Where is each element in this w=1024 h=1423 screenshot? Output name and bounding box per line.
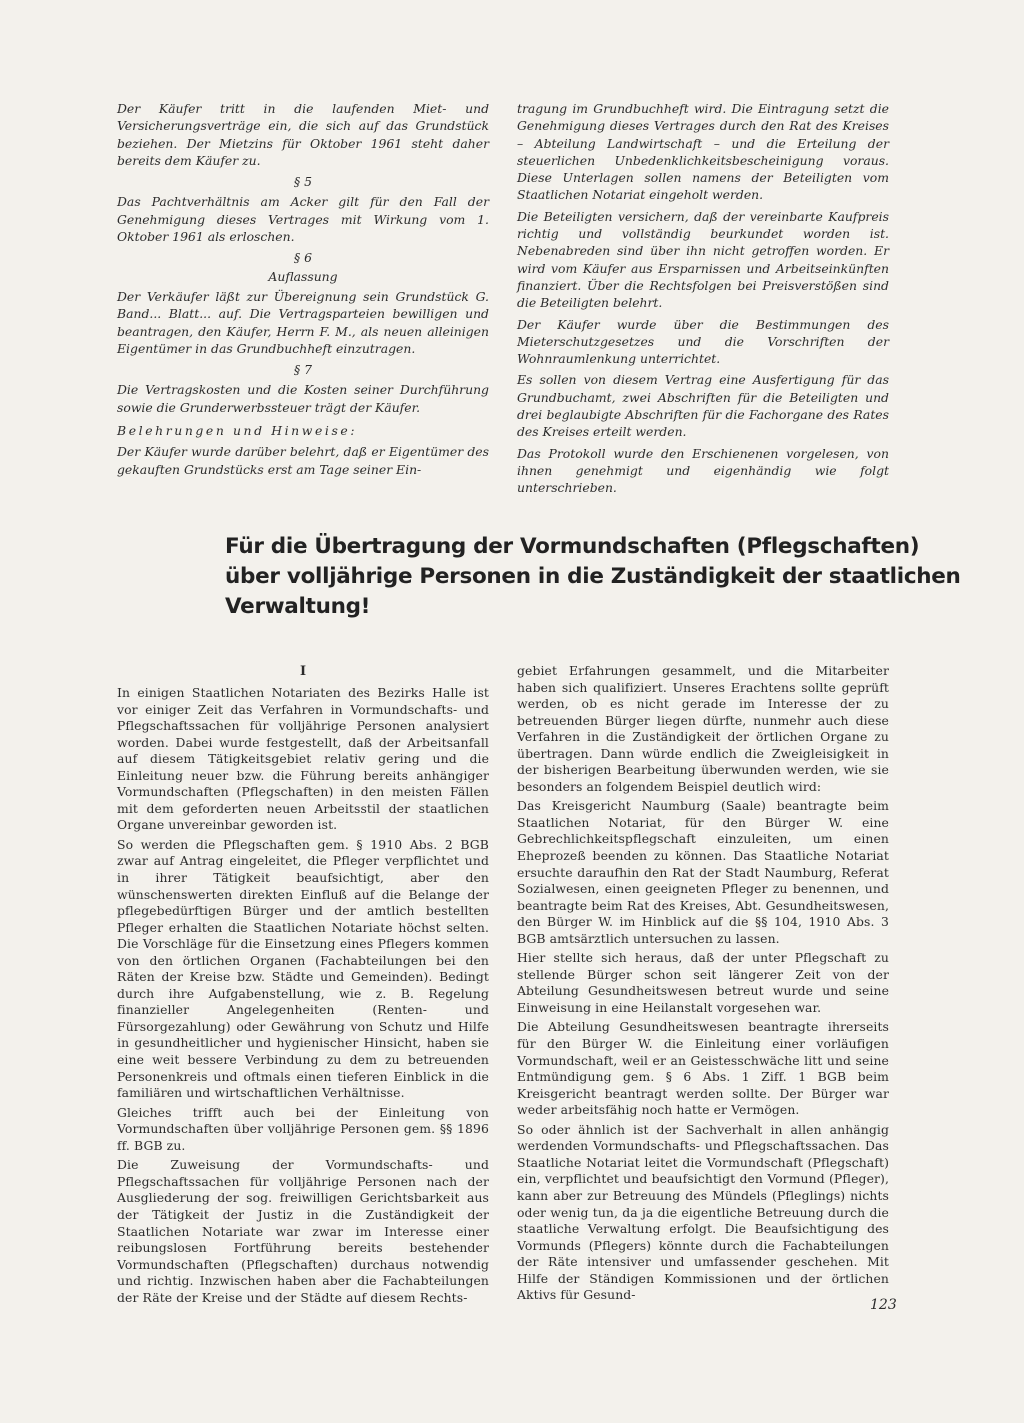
contract-paragraph: Die Beteiligten versichern, daß der vereinbarte Kaufpreis richtig und vollständig beurkundet worden ist. Nebenabreden sind über ihn nicht getroffen worden. Er wird vom Käufer aus Ersparnissen und Arbeitseinkünften finanziert. Über die Rechtsfolgen bei Preisverstößen sind die Beteiligten belehrt.	[517, 208, 889, 311]
contract-paragraph: Das Pachtverhältnis am Acker gilt für den Fall der Genehmigung dieses Vertrages mit Wirkung vom 1. Oktober 1961 als erloschen.	[117, 194, 489, 245]
article-paragraph: So werden die Pflegschaften gem. § 1910 Abs. 2 BGB zwar auf Antrag eingeleitet, die Pfleger verpflichtet und in ihrer Tätigkeit beaufsichtigt, aber den wünschenswerten direkten Einfluß auf die Belange der pflegebedürftigen Bürger und der amtlich bestellten Pfleger erhalten die Staatlichen Notariate höchst selten. Die Vorschläge für die Einsetzung eines Pflegers kommen von den örtlichen Organen (Fachabteilungen bei den Räten der Kreise bzw. Städte und Gemeinden). Bedingt durch ihre Aufgabenstellung, wie z. B. Regelung finanzieller Angelegenheiten (Renten- und Fürsorgezahlung) oder Gewährung von Schutz und Hilfe in gesundheitlicher und hygienischer Hinsicht, haben sie eine weit bessere Verbindung zu dem zu betreuenden Personenkreis und oftmals einen tieferen Einblick in die familiären und wirtschaftlichen Verhältnisse.	[117, 836, 489, 1101]
contract-right-column	[517, 100, 889, 501]
article-paragraph: Die Zuweisung der Vormundschafts- und Pflegschaftssachen für volljährige Personen nach der Ausgliederung der sog. freiwilligen Gerichtsbarkeit aus der Tätigkeit der Justiz in die Zuständigkeit der Staatlichen Notariate war zwar im Interesse einer reibungslosen Fortführung bereits bestehender Vormundschaften (Pflegschaften) durchaus notwendig und richtig. Inzwischen haben aber die Fachabteilungen der Räte der Kreise und der Städte auf diesem Rechts-	[117, 1157, 489, 1305]
article-left-column	[117, 685, 489, 1309]
section-heading: § 5	[293, 174, 313, 190]
page-number: 123	[870, 1297, 897, 1313]
contract-paragraph: Der Käufer wurde über die Bestimmungen des Mieterschutzgesetzes und die Vorschriften der Wohnraumlenkung unterrichtet.	[517, 316, 889, 367]
section-subtitle: Auflassung	[268, 268, 338, 284]
contract-left-column	[117, 100, 489, 482]
contract-paragraph: Der Käufer wurde darüber belehrt, daß er Eigentümer des gekauften Grundstücks erst am Tage seiner Ein-	[117, 444, 489, 477]
article-paragraph: Hier stellte sich heraus, daß der unter Pflegschaft zu stellende Bürger schon seit längerer Zeit von der Abteilung Gesundheitswesen betreut wurde und seine Einweisung in eine Heilanstalt vorgesehen war.	[517, 950, 889, 1015]
article-right-column	[517, 663, 889, 1307]
contract-paragraph: Es sollen von diesem Vertrag eine Ausfertigung für das Grundbuchamt, zwei Abschriften für die Beteiligten und drei beglaubigte Abschriften für die Fachorgane des Rates des Kreises erteilt werden.	[517, 372, 889, 440]
contract-paragraph: tragung im Grundbuchheft wird. Die Eintragung setzt die Genehmigung dieses Vertrages durch den Rat des Kreises – Abteilung Landwirtschaft – und die Erteilung der steuerlichen Unbedenklichkeitsbescheinigung voraus. Diese Unterlagen sollen namens der Beteiligten vom Staatlichen Notariat eingeholt werden.	[517, 101, 889, 203]
article-paragraph: In einigen Staatlichen Notariaten des Bezirks Halle ist vor einiger Zeit das Verfahren in Vormundschafts- und Pflegschaftssachen für volljährige Personen analysiert worden. Dabei wurde festgestellt, daß der Arbeitsanfall auf diesem Tätigkeitsgebiet relativ gering und die Einleitung neuer bzw. die Führung bereits anhängiger Vormundschaften (Pflegschaften) in den meisten Fällen mit dem geforderten neuen Arbeitsstil der staatlichen Organe unvereinbar geworden ist.	[117, 685, 489, 833]
contract-paragraph: Das Protokoll wurde den Erschienenen vorgelesen, von ihnen genehmigt und eigenhändig wie folgt unterschrieben.	[517, 445, 889, 496]
contract-paragraph: Der Käufer tritt in die laufenden Miet- und Versicherungsverträge ein, die sich auf das Grundstück beziehen. Der Mietzins für Oktober 1961 steht daher bereits dem Käufer zu.	[117, 101, 489, 168]
article-headline: Für die Übertragung der Vormundschaften (Pflegschaften) über volljährige Personen in die Zuständigkeit der staatlichen Verwaltung!	[225, 534, 961, 619]
contract-paragraph: Der Verkäufer läßt zur Übereignung sein Grundstück G. Band... Blatt... auf. Die Vertragsparteien bewilligen und beantragen, den Käufer, Herrn F. M., als neuen alleinigen Eigentümer in das Grundbuchheft einzutragen.	[117, 288, 489, 356]
article-section-number: I	[299, 664, 307, 679]
article-paragraph: So oder ähnlich ist der Sachverhalt in allen anhängig werdenden Vormundschafts- und Pflegschaftssachen. Das Staatliche Notariat leitet die Vormundschaft (Pflegschaft) ein, verpflichtet und beaufsichtigt den Vormund (Pfleger), kann aber zur Betreuung des Mündels (Pfleglings) nichts oder wenig tun, da ja die eigentliche Betreuung durch die staatliche Verwaltung erfolgt. Die Beaufsichtigung des Vormunds (Pflegers) könnte durch die Fachabteilungen der Räte intensiver und umfassender geschehen. Mit Hilfe der Ständigen Kommissionen und der örtlichen Aktivs für Gesund-	[517, 1121, 889, 1303]
notes-heading: Belehrungen und Hinweise:	[117, 423, 358, 439]
article-paragraph: gebiet Erfahrungen gesammelt, und die Mitarbeiter haben sich qualifiziert. Unseres Erachtens sollte geprüft werden, ob es nicht gerade im Interesse der zu betreuenden Bürger liegen dürfte, nunmehr auch diese Verfahren in die Zuständigkeit der örtlichen Organe zu übertragen. Dann würde endlich die Zweigleisigkeit in der bisherigen Bearbeitung überwunden werden, wie sie besonders an folgendem Beispiel deutlich wird:	[517, 663, 889, 794]
contract-paragraph: Die Vertragskosten und die Kosten seiner Durchführung sowie die Grunderwerbssteuer trägt der Käufer.	[117, 382, 489, 415]
article-paragraph: Die Abteilung Gesundheitswesen beantragte ihrerseits für den Bürger W. die Einleitung einer vorläufigen Vormundschaft, weil er an Geistesschwäche litt und seine Entmündigung gem. § 6 Abs. 1 Ziff. 1 BGB beim Kreisgericht beantragt werden sollte. Der Bürger war weder arbeitsfähig noch hatte er Vermögen.	[517, 1019, 889, 1118]
section-heading: § 7	[293, 362, 313, 378]
article-paragraph: Das Kreisgericht Naumburg (Saale) beantragte beim Staatlichen Notariat, für den Bürger W. eine Gebrechlichkeitspflegschaft einzuleiten, um einen Eheprozeß beenden zu können. Das Staatliche Notariat ersuchte daraufhin den Rat der Stadt Naumburg, Referat Sozialwesen, einen geeigneten Pfleger zu benennen, und beantragte beim Rat des Kreises, Abt. Gesundheitswesen, den Bürger W. im Hinblick auf die §§ 104, 1910 Abs. 3 BGB amtsärztlich untersuchen zu lassen.	[517, 798, 889, 946]
article-paragraph: Gleiches trifft auch bei der Einleitung von Vormundschaften über volljährige Personen gem. §§ 1896 ff. BGB zu.	[117, 1104, 489, 1153]
section-heading: § 6	[293, 250, 313, 266]
